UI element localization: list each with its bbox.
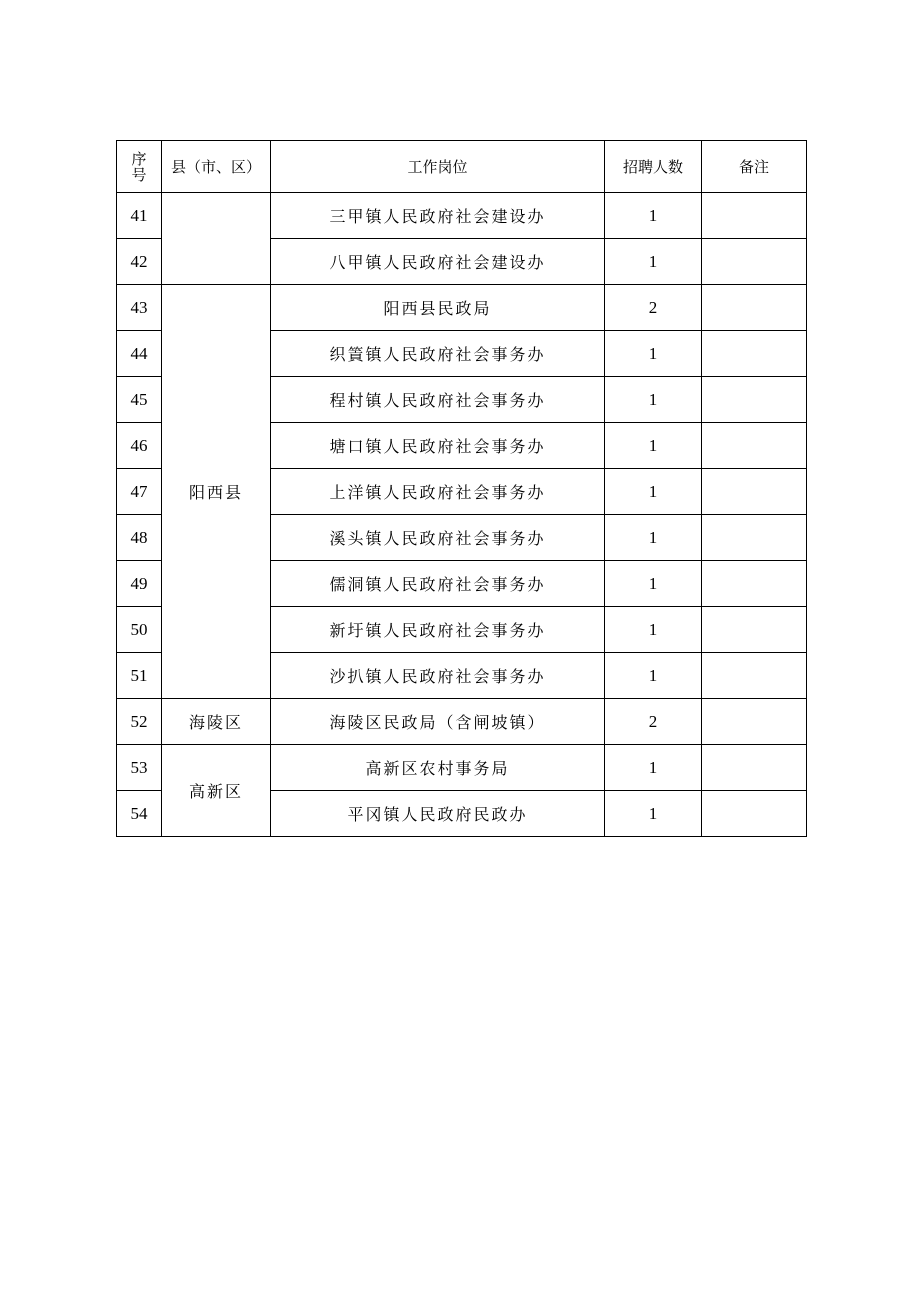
remarks-cell [702,193,807,239]
header-count: 招聘人数 [605,141,702,193]
count-cell: 1 [605,239,702,285]
header-county: 县（市、区） [162,141,271,193]
header-seq-bottom: 号 [131,165,147,184]
county-cell: 海陵区 [162,699,271,745]
remarks-cell [702,653,807,699]
remarks-cell [702,423,807,469]
header-position: 工作岗位 [271,141,605,193]
count-cell: 1 [605,515,702,561]
header-seq [117,141,162,193]
seq-cell: 50 [117,607,162,653]
count-cell: 1 [605,469,702,515]
header-remarks: 备注 [702,141,807,193]
seq-cell: 51 [117,653,162,699]
position-cell: 上洋镇人民政府社会事务办 [271,469,605,515]
position-cell: 儒洞镇人民政府社会事务办 [271,561,605,607]
remarks-cell [702,607,807,653]
remarks-cell [702,239,807,285]
table-row [117,699,807,745]
position-cell: 阳西县民政局 [271,285,605,331]
position-cell: 溪头镇人民政府社会事务办 [271,515,605,561]
seq-cell: 45 [117,377,162,423]
header-row [117,141,807,193]
table-row [117,285,807,331]
seq-cell: 49 [117,561,162,607]
count-cell: 1 [605,745,702,791]
seq-cell: 53 [117,745,162,791]
position-cell: 海陵区民政局（含闸坡镇） [271,699,605,745]
count-cell: 1 [605,561,702,607]
seq-cell: 46 [117,423,162,469]
position-cell: 织篢镇人民政府社会事务办 [271,331,605,377]
remarks-cell [702,791,807,837]
position-cell: 三甲镇人民政府社会建设办 [271,193,605,239]
position-cell: 沙扒镇人民政府社会事务办 [271,653,605,699]
position-cell: 程村镇人民政府社会事务办 [271,377,605,423]
county-cell: 阳西县 [162,285,271,699]
header-seq-top: 序 [131,149,147,168]
count-cell: 1 [605,607,702,653]
remarks-cell [702,331,807,377]
remarks-cell [702,377,807,423]
remarks-cell [702,561,807,607]
count-cell: 1 [605,423,702,469]
remarks-cell [702,745,807,791]
seq-cell: 42 [117,239,162,285]
table-row [117,193,807,239]
seq-cell: 44 [117,331,162,377]
seq-cell: 43 [117,285,162,331]
seq-cell: 47 [117,469,162,515]
count-cell: 1 [605,377,702,423]
position-cell: 塘口镇人民政府社会事务办 [271,423,605,469]
remarks-cell [702,699,807,745]
count-cell: 2 [605,699,702,745]
county-cell [162,193,271,285]
count-cell: 1 [605,653,702,699]
table-row [117,745,807,791]
seq-cell: 52 [117,699,162,745]
position-cell: 平冈镇人民政府民政办 [271,791,605,837]
count-cell: 1 [605,193,702,239]
remarks-cell [702,285,807,331]
seq-cell: 48 [117,515,162,561]
count-cell: 1 [605,331,702,377]
seq-cell: 41 [117,193,162,239]
table-body [117,193,807,837]
county-cell: 高新区 [162,745,271,837]
position-cell: 八甲镇人民政府社会建设办 [271,239,605,285]
remarks-cell [702,515,807,561]
seq-cell: 54 [117,791,162,837]
table-header [117,141,807,193]
count-cell: 2 [605,285,702,331]
count-cell: 1 [605,791,702,837]
remarks-cell [702,469,807,515]
recruitment-table [116,140,807,837]
position-cell: 新圩镇人民政府社会事务办 [271,607,605,653]
position-cell: 高新区农村事务局 [271,745,605,791]
